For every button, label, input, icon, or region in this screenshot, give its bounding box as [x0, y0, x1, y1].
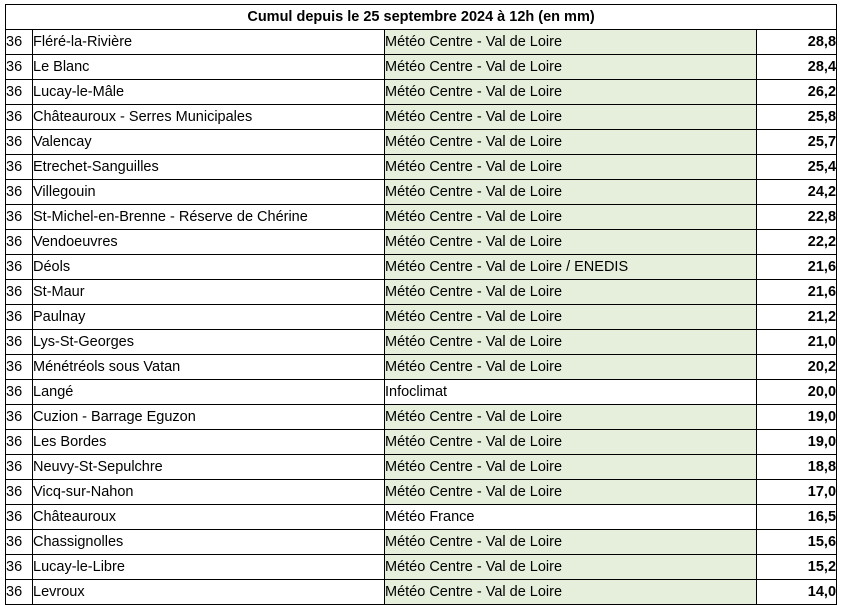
cell-station-name: Ménétréols sous Vatan [33, 355, 385, 380]
cell-rainfall-value: 19,0 [757, 430, 837, 455]
page-root [0, 4, 845, 600]
cell-station-name: Déols [33, 255, 385, 280]
cell-source: Météo Centre - Val de Loire [385, 205, 757, 230]
cell-department: 36 [6, 155, 33, 180]
cell-department: 36 [6, 380, 33, 405]
cell-station-name: Levroux [33, 580, 385, 605]
cell-station-name: Cuzion - Barrage Eguzon [33, 405, 385, 430]
cell-station-name: Lys-St-Georges [33, 330, 385, 355]
cell-source: Météo Centre - Val de Loire [385, 30, 757, 55]
cell-department: 36 [6, 330, 33, 355]
cell-rainfall-value: 28,8 [757, 30, 837, 55]
table-row [6, 555, 837, 580]
table-title-row [6, 5, 837, 30]
cell-source: Météo Centre - Val de Loire [385, 80, 757, 105]
table-row [6, 105, 837, 130]
cell-source: Météo Centre - Val de Loire [385, 180, 757, 205]
cell-station-name: Lucay-le-Mâle [33, 80, 385, 105]
table-row [6, 30, 837, 55]
table-row [6, 480, 837, 505]
cell-rainfall-value: 25,8 [757, 105, 837, 130]
table-header [6, 5, 837, 30]
cell-station-name: St-Maur [33, 280, 385, 305]
cell-rainfall-value: 21,0 [757, 330, 837, 355]
cell-source: Infoclimat [385, 380, 757, 405]
cell-source: Météo Centre - Val de Loire [385, 130, 757, 155]
cell-station-name: Etrechet-Sanguilles [33, 155, 385, 180]
table-body [6, 30, 837, 605]
cell-source: Météo Centre - Val de Loire [385, 280, 757, 305]
cell-station-name: Villegouin [33, 180, 385, 205]
cell-source: Météo France [385, 505, 757, 530]
cell-rainfall-value: 24,2 [757, 180, 837, 205]
cell-department: 36 [6, 230, 33, 255]
cell-rainfall-value: 16,5 [757, 505, 837, 530]
cell-source: Météo Centre - Val de Loire [385, 105, 757, 130]
cell-department: 36 [6, 130, 33, 155]
cell-rainfall-value: 22,8 [757, 205, 837, 230]
cell-department: 36 [6, 530, 33, 555]
cell-station-name: Fléré-la-Rivière [33, 30, 385, 55]
table-row [6, 230, 837, 255]
cell-department: 36 [6, 555, 33, 580]
cell-department: 36 [6, 205, 33, 230]
table-row [6, 80, 837, 105]
cell-rainfall-value: 14,0 [757, 580, 837, 605]
cell-department: 36 [6, 80, 33, 105]
cell-department: 36 [6, 505, 33, 530]
cell-station-name: Vicq-sur-Nahon [33, 480, 385, 505]
cell-station-name: Châteauroux [33, 505, 385, 530]
cell-department: 36 [6, 55, 33, 80]
cell-department: 36 [6, 355, 33, 380]
cell-rainfall-value: 25,7 [757, 130, 837, 155]
cell-station-name: Châteauroux - Serres Municipales [33, 105, 385, 130]
table-row [6, 255, 837, 280]
table-row [6, 305, 837, 330]
cell-rainfall-value: 20,0 [757, 380, 837, 405]
cell-station-name: Le Blanc [33, 55, 385, 80]
cell-source: Météo Centre - Val de Loire [385, 480, 757, 505]
cell-station-name: Lucay-le-Libre [33, 555, 385, 580]
cell-source: Météo Centre - Val de Loire [385, 430, 757, 455]
table-row [6, 455, 837, 480]
cell-department: 36 [6, 280, 33, 305]
table-row [6, 330, 837, 355]
cell-rainfall-value: 17,0 [757, 480, 837, 505]
table-row [6, 530, 837, 555]
table-row [6, 405, 837, 430]
cell-station-name: Les Bordes [33, 430, 385, 455]
table-row [6, 580, 837, 605]
cell-source: Météo Centre - Val de Loire [385, 455, 757, 480]
cell-rainfall-value: 21,6 [757, 280, 837, 305]
cell-department: 36 [6, 405, 33, 430]
cell-rainfall-value: 22,2 [757, 230, 837, 255]
cell-station-name: Paulnay [33, 305, 385, 330]
cell-department: 36 [6, 430, 33, 455]
table-row [6, 130, 837, 155]
cell-source: Météo Centre - Val de Loire [385, 405, 757, 430]
table-row [6, 205, 837, 230]
cell-rainfall-value: 18,8 [757, 455, 837, 480]
table-row [6, 380, 837, 405]
table-row [6, 155, 837, 180]
cell-department: 36 [6, 455, 33, 480]
cell-rainfall-value: 25,4 [757, 155, 837, 180]
cell-department: 36 [6, 255, 33, 280]
table-row [6, 430, 837, 455]
cell-rainfall-value: 15,2 [757, 555, 837, 580]
cell-department: 36 [6, 480, 33, 505]
cell-source: Météo Centre - Val de Loire [385, 355, 757, 380]
cell-station-name: Valencay [33, 130, 385, 155]
cell-department: 36 [6, 105, 33, 130]
cell-department: 36 [6, 305, 33, 330]
cell-source: Météo Centre - Val de Loire / ENEDIS [385, 255, 757, 280]
rainfall-table [5, 4, 837, 605]
cell-source: Météo Centre - Val de Loire [385, 580, 757, 605]
cell-department: 36 [6, 180, 33, 205]
cell-source: Météo Centre - Val de Loire [385, 555, 757, 580]
table-row [6, 55, 837, 80]
cell-station-name: Chassignolles [33, 530, 385, 555]
cell-rainfall-value: 15,6 [757, 530, 837, 555]
table-row [6, 280, 837, 305]
cell-source: Météo Centre - Val de Loire [385, 155, 757, 180]
cell-station-name: Neuvy-St-Sepulchre [33, 455, 385, 480]
cell-department: 36 [6, 30, 33, 55]
table-row [6, 505, 837, 530]
cell-station-name: St-Michel-en-Brenne - Réserve de Chérine [33, 205, 385, 230]
cell-rainfall-value: 28,4 [757, 55, 837, 80]
table-row [6, 180, 837, 205]
table-row [6, 355, 837, 380]
cell-source: Météo Centre - Val de Loire [385, 530, 757, 555]
cell-rainfall-value: 21,6 [757, 255, 837, 280]
cell-source: Météo Centre - Val de Loire [385, 55, 757, 80]
cell-source: Météo Centre - Val de Loire [385, 330, 757, 355]
cell-station-name: Vendoeuvres [33, 230, 385, 255]
cell-rainfall-value: 20,2 [757, 355, 837, 380]
table-title: Cumul depuis le 25 septembre 2024 à 12h (en mm) [6, 5, 837, 30]
cell-source: Météo Centre - Val de Loire [385, 305, 757, 330]
cell-source: Météo Centre - Val de Loire [385, 230, 757, 255]
cell-station-name: Langé [33, 380, 385, 405]
cell-rainfall-value: 19,0 [757, 405, 837, 430]
cell-rainfall-value: 21,2 [757, 305, 837, 330]
cell-department: 36 [6, 580, 33, 605]
cell-rainfall-value: 26,2 [757, 80, 837, 105]
